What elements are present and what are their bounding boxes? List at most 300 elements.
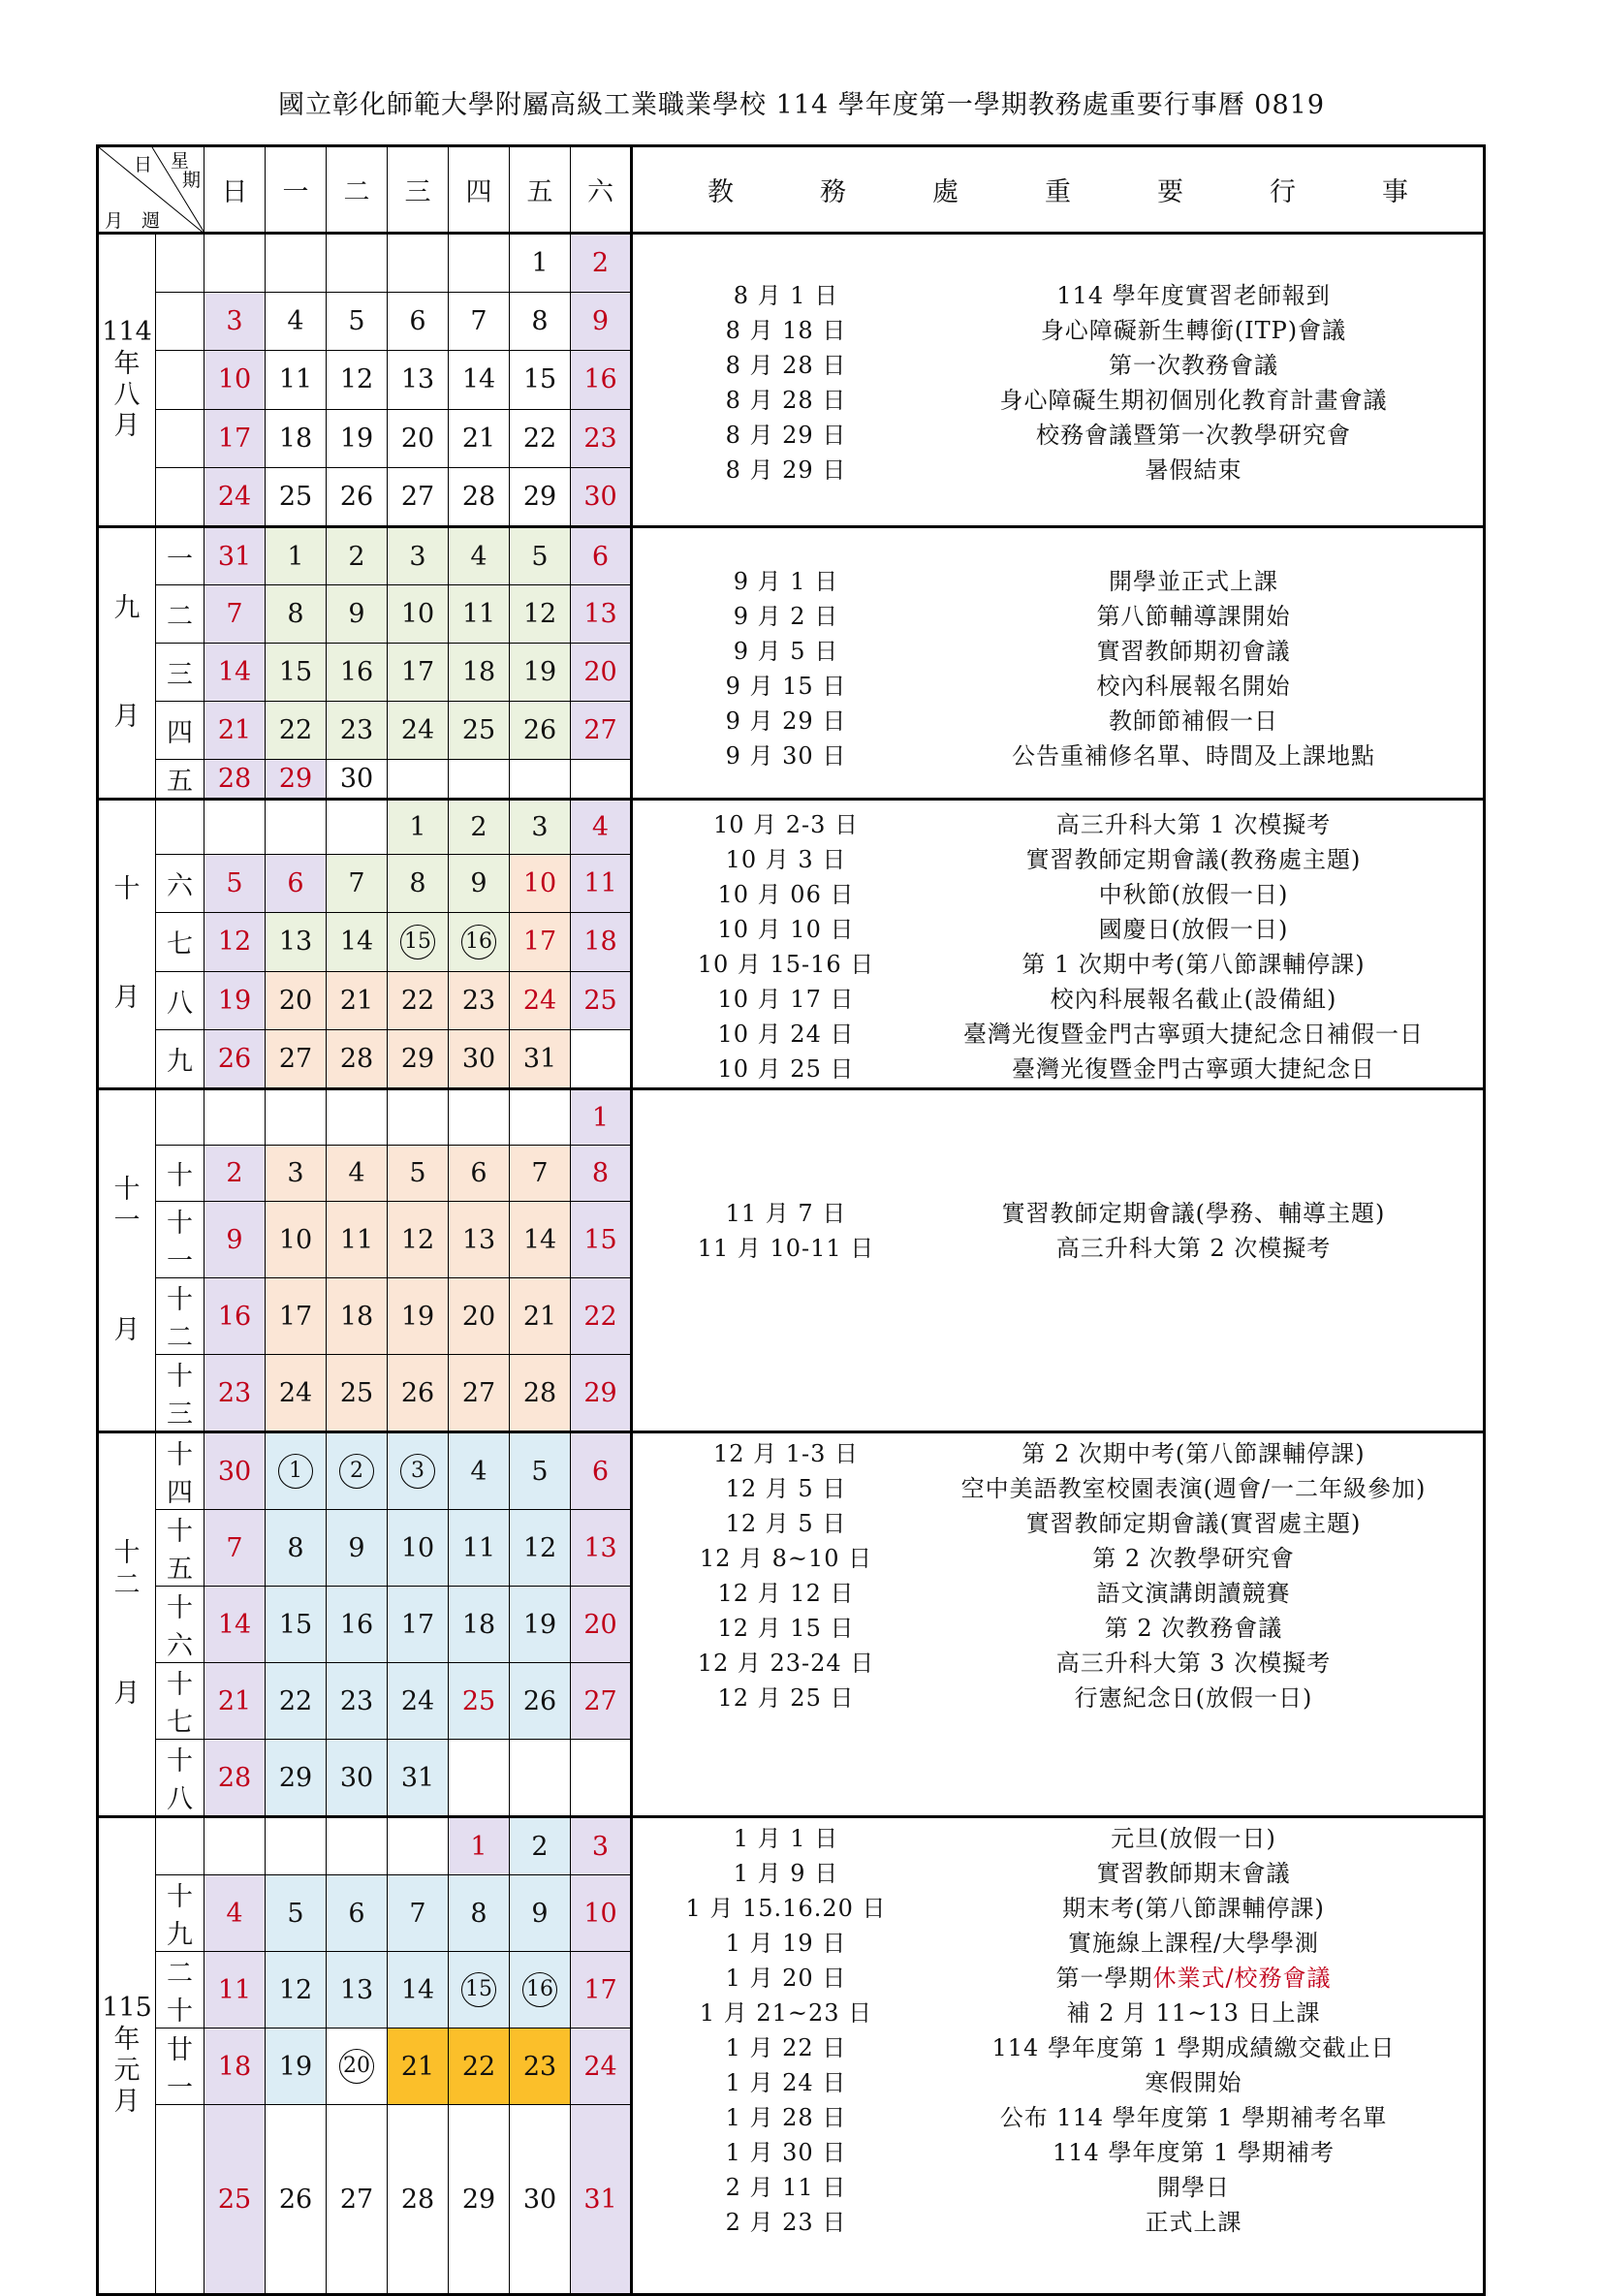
day-cell: 25	[266, 468, 327, 527]
week-number: 十六	[156, 1587, 204, 1663]
month-label-char: 114	[102, 317, 152, 348]
week-number: 十八	[156, 1740, 204, 1817]
day-cell: 20	[388, 409, 449, 468]
events-header-char: 要	[1157, 177, 1183, 207]
day-cell: 14	[449, 351, 510, 410]
event-item	[633, 944, 1483, 979]
day-cell: 24	[266, 1355, 327, 1432]
day-cell: 9	[327, 585, 388, 644]
event-date: 11 月 7 日	[725, 1199, 847, 1227]
event-date: 10 月 2-3 日	[712, 810, 860, 838]
corner-zhou: 週	[141, 210, 161, 232]
day-cell: 15	[571, 1202, 632, 1278]
page-title: 國立彰化師範大學附屬高級工業職業學校 114 學年度第一學期教務處重要行事曆 0819	[278, 90, 1325, 120]
day-cell: 28	[204, 760, 266, 800]
day-cell	[327, 1817, 388, 1875]
month-label-char: 月	[113, 983, 141, 1013]
day-cell	[204, 1817, 266, 1875]
event-text: 114 學年度第 1 學期成績繳交截止日	[991, 2033, 1396, 2061]
events-header-char: 重	[1045, 177, 1071, 207]
event-date: 1 月 9 日	[733, 1859, 839, 1887]
event-date: 9 月 1 日	[733, 567, 839, 595]
day-cell: 21	[327, 971, 388, 1030]
day-cell: 11	[204, 1952, 266, 2029]
events-header-char: 行	[1270, 177, 1296, 207]
month-label-char: 元	[113, 2056, 141, 2086]
event-date: 8 月 18 日	[725, 316, 847, 344]
day-cell	[449, 1740, 510, 1817]
week-row	[98, 1432, 1485, 1510]
day-cell	[266, 1817, 327, 1875]
day-cell: 27	[571, 1663, 632, 1740]
event-item	[633, 631, 1483, 666]
event-text: 校內科展報名截止(設備組)	[1050, 985, 1337, 1013]
day-cell: 8	[510, 292, 571, 351]
day-cell: 13	[388, 351, 449, 410]
day-cell: 16	[204, 1278, 266, 1355]
day-cell	[449, 760, 510, 800]
week-row	[98, 1817, 1485, 1875]
week-number: 二十	[156, 1952, 204, 2029]
day-cell: 23	[327, 702, 388, 760]
event-date: 2 月 11 日	[725, 2173, 847, 2201]
month-events	[632, 800, 1485, 1089]
event-item	[633, 666, 1483, 701]
month-label-char: 十	[113, 1174, 141, 1205]
day-cell	[449, 1089, 510, 1146]
day-cell: 6	[266, 854, 327, 913]
day-cell: 4	[266, 292, 327, 351]
day-cell: 29	[388, 1030, 449, 1089]
event-item	[633, 1643, 1483, 1678]
day-cell: 12	[204, 913, 266, 972]
event-text: 正式上課	[1145, 2208, 1242, 2236]
week-number	[156, 1817, 204, 1875]
day-cell	[388, 1432, 449, 1510]
day-cell: 27	[327, 2105, 388, 2295]
event-date: 12 月 15 日	[717, 1614, 855, 1642]
calendar-table	[96, 144, 1486, 2296]
day-cell: 4	[327, 1146, 388, 1202]
event-item	[633, 1678, 1483, 1713]
day-cell	[388, 1817, 449, 1875]
day-cell: 28	[388, 2105, 449, 2295]
day-cell: 24	[510, 971, 571, 1030]
event-item	[633, 1818, 1483, 1853]
event-text: 實習教師定期會議(學務、輔導主題)	[1001, 1199, 1386, 1227]
day-cell	[449, 913, 510, 972]
event-item	[633, 909, 1483, 944]
day-cell: 4	[571, 800, 632, 855]
header-day-fri: 五	[510, 146, 571, 234]
month-label-char: 月	[113, 2087, 141, 2118]
day-cell: 2	[510, 1817, 571, 1875]
day-cell: 12	[327, 351, 388, 410]
day-cell: 9	[571, 292, 632, 351]
day-cell: 23	[204, 1355, 266, 1432]
month-events	[632, 1817, 1485, 2295]
day-cell	[449, 234, 510, 293]
day-cell: 22	[388, 971, 449, 1030]
day-cell: 4	[204, 1875, 266, 1952]
day-cell: 31	[510, 1030, 571, 1089]
day-cell: 10	[266, 1202, 327, 1278]
day-cell: 7	[327, 854, 388, 913]
event-text: 第 1 次期中考(第八節課輔停課)	[1022, 950, 1366, 978]
week-row	[98, 527, 1485, 585]
day-cell: 20	[571, 644, 632, 702]
day-cell: 3	[266, 1146, 327, 1202]
day-cell: 16	[327, 1587, 388, 1663]
day-cell: 6	[571, 1432, 632, 1510]
day-cell: 17	[266, 1278, 327, 1355]
day-cell: 22	[510, 409, 571, 468]
day-cell: 11	[449, 1510, 510, 1587]
month-label-char: 月	[113, 702, 141, 732]
event-date: 9 月 29 日	[725, 707, 847, 735]
week-number: 十七	[156, 1663, 204, 1740]
week-number: 十	[156, 1146, 204, 1202]
week-row	[98, 800, 1485, 855]
event-text: 元旦(放假一日)	[1111, 1824, 1276, 1852]
day-cell	[266, 234, 327, 293]
event-date: 8 月 1 日	[733, 281, 839, 309]
day-cell: 23	[510, 2029, 571, 2105]
events-header-char: 處	[932, 177, 959, 207]
day-cell	[388, 913, 449, 972]
month-label-char: 二	[113, 1569, 141, 1600]
week-number: 十一	[156, 1202, 204, 1278]
day-cell: 25	[449, 702, 510, 760]
event-text: 補 2 月 11~13 日上課	[1066, 1998, 1321, 2027]
circled-day-number: 16	[522, 1972, 557, 2007]
day-cell: 30	[510, 2105, 571, 2295]
day-cell: 24	[204, 468, 266, 527]
day-cell: 21	[449, 409, 510, 468]
event-text: 寒假開始	[1145, 2068, 1242, 2096]
event-item	[633, 1888, 1483, 1923]
event-date: 10 月 24 日	[717, 1020, 855, 1048]
event-text: 第一學期	[1055, 1964, 1153, 1992]
event-date: 9 月 30 日	[725, 741, 847, 770]
event-text: 114 學年度實習老師報到	[1056, 281, 1331, 309]
day-cell: 2	[449, 800, 510, 855]
event-text: 公布 114 學年度第 1 學期補考名單	[999, 2103, 1388, 2131]
day-cell: 13	[571, 1510, 632, 1587]
circled-day-number: 20	[339, 2049, 374, 2084]
week-number: 九	[156, 1030, 204, 1089]
event-item	[633, 345, 1483, 380]
day-cell	[571, 1740, 632, 1817]
day-cell: 15	[510, 351, 571, 410]
corner-diagonals	[99, 147, 205, 235]
day-cell	[510, 1089, 571, 1146]
events-header-char: 務	[820, 177, 846, 207]
week-number	[156, 800, 204, 855]
event-date: 10 月 06 日	[717, 880, 855, 908]
day-cell: 25	[571, 971, 632, 1030]
day-cell: 24	[388, 702, 449, 760]
circled-day-number: 2	[339, 1454, 374, 1489]
circled-day-number: 15	[461, 1972, 496, 2007]
day-cell: 8	[449, 1875, 510, 1952]
day-cell: 26	[204, 1030, 266, 1089]
event-date: 1 月 1 日	[733, 1824, 839, 1852]
month-label	[98, 1089, 156, 1432]
day-cell: 10	[510, 854, 571, 913]
events-header-char: 事	[1382, 177, 1408, 207]
event-date: 10 月 25 日	[717, 1054, 855, 1083]
day-cell: 30	[327, 760, 388, 800]
week-number	[156, 234, 204, 293]
event-date: 10 月 3 日	[725, 845, 847, 873]
event-item	[633, 1193, 1483, 1228]
day-cell: 6	[327, 1875, 388, 1952]
day-cell: 7	[388, 1875, 449, 1952]
day-cell: 6	[449, 1146, 510, 1202]
event-item	[633, 2028, 1483, 2062]
month-label	[98, 1432, 156, 1817]
header-day-sun: 日	[204, 146, 266, 234]
day-cell: 3	[510, 800, 571, 855]
week-number: 六	[156, 854, 204, 913]
day-cell: 5	[266, 1875, 327, 1952]
event-item	[633, 2167, 1483, 2202]
day-cell: 17	[510, 913, 571, 972]
day-cell: 1	[388, 800, 449, 855]
month-label	[98, 234, 156, 527]
event-date: 1 月 22 日	[725, 2033, 847, 2061]
event-date: 8 月 29 日	[725, 456, 847, 484]
event-item	[633, 596, 1483, 631]
day-cell	[510, 760, 571, 800]
day-cell: 26	[510, 702, 571, 760]
event-date: 9 月 2 日	[733, 602, 839, 630]
day-cell: 15	[266, 644, 327, 702]
day-cell: 14	[327, 913, 388, 972]
day-cell	[266, 1432, 327, 1510]
header-day-thu: 四	[449, 146, 510, 234]
events-header-char: 教	[707, 177, 734, 207]
header-corner	[98, 146, 204, 234]
day-cell: 8	[266, 585, 327, 644]
day-cell: 12	[266, 1952, 327, 2029]
header-day-wed: 三	[388, 146, 449, 234]
month-label	[98, 527, 156, 800]
day-cell: 28	[510, 1355, 571, 1432]
corner-xingqi1: 星	[171, 150, 190, 172]
day-cell: 30	[327, 1740, 388, 1817]
event-text: 114 學年度第 1 學期補考	[1053, 2138, 1335, 2166]
day-cell: 18	[266, 409, 327, 468]
day-cell: 14	[388, 1952, 449, 2029]
event-date: 1 月 20 日	[725, 1964, 847, 1992]
day-cell: 30	[204, 1432, 266, 1510]
day-cell: 23	[449, 971, 510, 1030]
event-item	[633, 310, 1483, 345]
day-cell: 23	[571, 409, 632, 468]
event-date: 1 月 19 日	[725, 1929, 847, 1957]
corner-xingqi2: 期	[182, 170, 202, 191]
day-cell: 22	[266, 1663, 327, 1740]
event-text: 實習教師期初會議	[1096, 637, 1291, 665]
day-cell: 11	[327, 1202, 388, 1278]
event-item	[633, 839, 1483, 874]
day-cell: 13	[571, 585, 632, 644]
week-number: 二	[156, 585, 204, 644]
day-cell: 25	[327, 1355, 388, 1432]
week-number	[156, 292, 204, 351]
day-cell	[388, 760, 449, 800]
day-cell: 27	[449, 1355, 510, 1432]
day-cell: 10	[388, 1510, 449, 1587]
week-number: 一	[156, 527, 204, 585]
day-cell: 13	[266, 913, 327, 972]
day-cell: 21	[204, 1663, 266, 1740]
week-number: 十三	[156, 1355, 204, 1432]
day-cell: 20	[266, 971, 327, 1030]
day-cell: 11	[266, 351, 327, 410]
day-cell	[388, 234, 449, 293]
event-date: 12 月 12 日	[717, 1579, 855, 1607]
day-cell: 12	[510, 585, 571, 644]
event-text: 實施線上課程/大學學測	[1067, 1929, 1320, 1957]
day-cell: 3	[388, 527, 449, 585]
event-text: 第一次教務會議	[1109, 351, 1278, 379]
day-cell: 28	[327, 1030, 388, 1089]
week-row	[98, 1089, 1485, 1146]
day-cell: 31	[388, 1740, 449, 1817]
day-cell: 19	[266, 2029, 327, 2105]
event-text: 臺灣光復暨金門古寧頭大捷紀念日補假一日	[963, 1020, 1424, 1048]
day-cell: 12	[388, 1202, 449, 1278]
day-cell: 7	[204, 1510, 266, 1587]
header-day-mon: 一	[266, 146, 327, 234]
event-text: 第 2 次期中考(第八節課輔停課)	[1022, 1439, 1366, 1467]
week-number: 十九	[156, 1875, 204, 1952]
event-date: 10 月 15-16 日	[697, 950, 875, 978]
event-item	[633, 2202, 1483, 2237]
week-number	[156, 409, 204, 468]
circled-day-number: 3	[400, 1454, 435, 1489]
month-label-char	[99, 905, 155, 983]
event-item	[633, 275, 1483, 310]
month-events	[632, 234, 1485, 527]
day-cell: 16	[327, 644, 388, 702]
day-cell	[204, 800, 266, 855]
month-label-char: 月	[113, 1314, 141, 1345]
day-cell: 5	[388, 1146, 449, 1202]
day-cell: 9	[204, 1202, 266, 1278]
event-date: 1 月 21~23 日	[699, 1998, 873, 2027]
event-text: 開學日	[1157, 2173, 1230, 2201]
month-label-char: 月	[113, 1679, 141, 1710]
week-number	[156, 351, 204, 410]
day-cell: 17	[388, 644, 449, 702]
day-cell: 20	[449, 1278, 510, 1355]
day-cell: 19	[327, 409, 388, 468]
event-date: 2 月 23 日	[725, 2208, 847, 2236]
month-label-char	[99, 1601, 155, 1679]
week-number: 十四	[156, 1432, 204, 1510]
week-number	[156, 1089, 204, 1146]
day-cell: 28	[204, 1740, 266, 1817]
event-text: 第 2 次教務會議	[1104, 1614, 1283, 1642]
day-cell: 9	[510, 1875, 571, 1952]
day-cell: 27	[571, 702, 632, 760]
event-text: 第八節輔導課開始	[1096, 602, 1291, 630]
event-date: 12 月 5 日	[725, 1474, 847, 1502]
event-date: 12 月 25 日	[717, 1683, 855, 1712]
week-number: 十五	[156, 1510, 204, 1587]
event-item	[633, 1228, 1483, 1263]
day-cell	[449, 1952, 510, 2029]
event-text: 暑假結束	[1145, 456, 1242, 484]
month-label-char: 十	[113, 1538, 141, 1569]
header-row	[98, 146, 1485, 234]
event-item	[633, 1993, 1483, 2028]
month-label	[98, 800, 156, 1089]
event-date: 10 月 17 日	[717, 985, 855, 1013]
event-item	[633, 415, 1483, 450]
day-cell: 5	[510, 1432, 571, 1510]
day-cell: 22	[571, 1278, 632, 1355]
day-cell: 29	[266, 760, 327, 800]
day-cell: 25	[204, 2105, 266, 2295]
day-cell: 19	[510, 1587, 571, 1663]
event-text: 高三升科大第 2 次模擬考	[1055, 1234, 1332, 1262]
day-cell: 1	[571, 1089, 632, 1146]
day-cell: 19	[510, 644, 571, 702]
day-cell	[510, 1740, 571, 1817]
header-day-tue: 二	[327, 146, 388, 234]
event-item	[633, 701, 1483, 736]
event-text: 行憲紀念日(放假一日)	[1074, 1683, 1313, 1712]
day-cell	[571, 1030, 632, 1089]
day-cell	[327, 800, 388, 855]
event-text: 校務會議暨第一次教學研究會	[1036, 421, 1351, 449]
event-text: 期末考(第八節課輔停課)	[1062, 1894, 1325, 1922]
event-text: 校內科展報名開始	[1096, 672, 1291, 700]
event-date: 12 月 8~10 日	[699, 1544, 873, 1572]
day-cell: 31	[571, 2105, 632, 2295]
month-label-char: 九	[113, 592, 141, 623]
event-text: 高三升科大第 3 次模擬考	[1055, 1649, 1332, 1677]
day-cell: 8	[266, 1510, 327, 1587]
week-number: 十二	[156, 1278, 204, 1355]
day-cell: 6	[388, 292, 449, 351]
day-cell: 1	[510, 234, 571, 293]
event-text: 國慶日(放假一日)	[1098, 915, 1289, 943]
day-cell: 11	[449, 585, 510, 644]
event-item	[633, 1573, 1483, 1608]
event-item	[633, 1468, 1483, 1503]
event-text: 開學並正式上課	[1109, 567, 1278, 595]
day-cell: 5	[204, 854, 266, 913]
month-label-char: 月	[113, 411, 141, 442]
day-cell	[266, 800, 327, 855]
event-date: 8 月 28 日	[725, 351, 847, 379]
day-cell: 19	[204, 971, 266, 1030]
event-text: 中秋節(放假一日)	[1098, 880, 1289, 908]
event-date: 10 月 10 日	[717, 915, 855, 943]
day-cell: 14	[204, 1587, 266, 1663]
day-cell: 29	[449, 2105, 510, 2295]
month-label-char	[99, 1238, 155, 1315]
day-cell	[571, 760, 632, 800]
day-cell: 18	[571, 913, 632, 972]
event-date: 9 月 5 日	[733, 637, 839, 665]
